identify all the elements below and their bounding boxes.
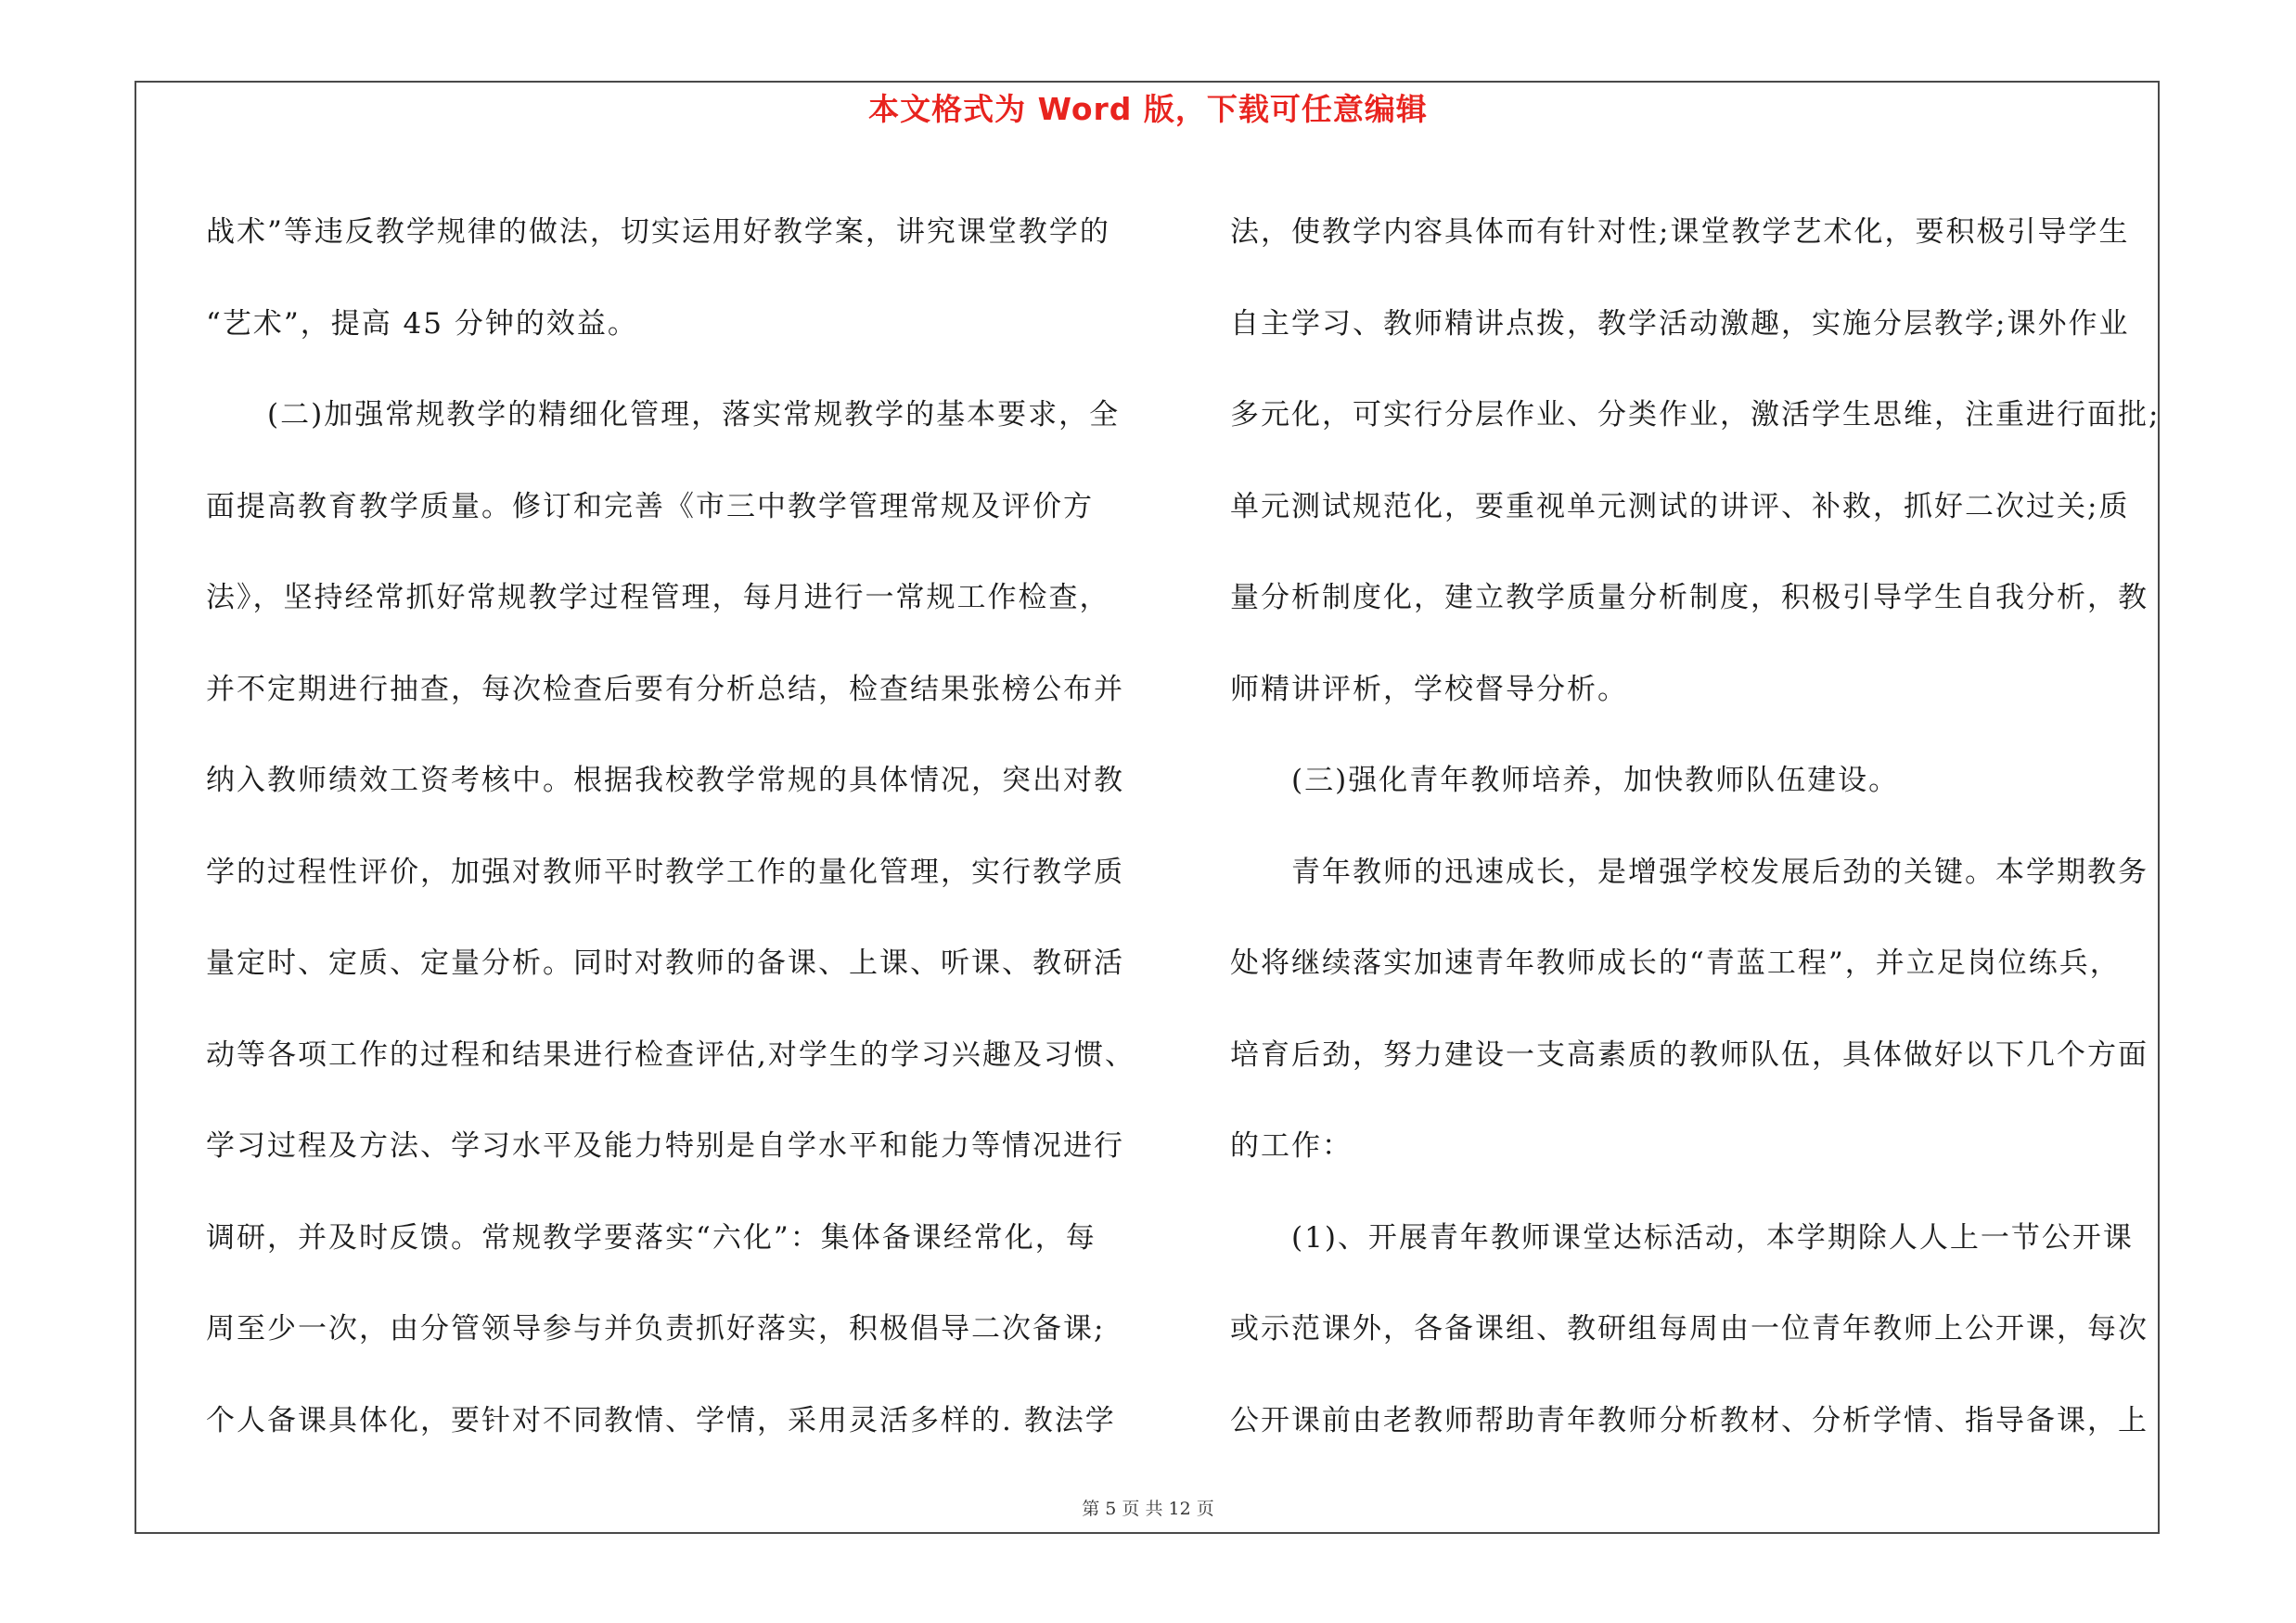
text-line: (二)加强常规教学的精细化管理，落实常规教学的基本要求，全 <box>206 398 1121 432</box>
text-line: “艺术”，提高 45 分钟的效益。 <box>206 306 638 341</box>
text-line: 量定时、定质、定量分析。同时对教师的备课、上课、听课、教研活 <box>206 947 1124 980</box>
text-line: 法》，坚持经常抓好常规教学过程管理，每月进行一常规工作检查， <box>206 581 1110 614</box>
text-line: 法，使教学内容具体而有针对性;课堂教学艺术化，要积极引导学生 <box>1230 215 2130 249</box>
text-line: 周至少一次，由分管领导参与并负责抓好落实，积极倡导二次备课; <box>206 1312 1106 1346</box>
text-line: 战术”等违反教学规律的做法，切实运用好教学案，讲究课堂教学的 <box>206 215 1110 249</box>
text-line: 或示范课外，各备课组、教研组每周由一位青年教师上公开课，每次 <box>1230 1312 2148 1346</box>
text-line: 纳入教师绩效工资考核中。根据我校教学常规的具体情况，突出对教 <box>206 764 1124 797</box>
page-number-footer: 第 5 页 共 12 页 <box>1082 1499 1214 1519</box>
text-line: 动等各项工作的过程和结果进行检查评估,对学生的学习兴趣及习惯、 <box>206 1037 1135 1072</box>
text-line: 调研，并及时反馈。常规教学要落实“六化”：集体备课经常化，每 <box>206 1220 1097 1255</box>
text-line: 师精讲评析，学校督导分析。 <box>1230 672 1628 706</box>
text-line: 处将继续落实加速青年教师成长的“青蓝工程”，并立足岗位练兵， <box>1230 947 2121 980</box>
text-line: 个人备课具体化，要针对不同教情、学情，采用灵活多样的. 教法学 <box>206 1403 1116 1437</box>
text-line: 自主学习、教师精讲点拨，教学活动激趣，实施分层教学;课外作业 <box>1230 306 2130 341</box>
text-line: 单元测试规范化，要重视单元测试的讲评、补救，抓好二次过关;质 <box>1230 489 2130 523</box>
text-line: (三)强化青年教师培养，加快教师队伍建设。 <box>1230 764 1900 797</box>
text-line: 并不定期进行抽查，每次检查后要有分析总结，检查结果张榜公布并 <box>206 672 1124 706</box>
text-line: 青年教师的迅速成长，是增强学校发展后劲的关键。本学期教务 <box>1230 855 2148 889</box>
text-line: 量分析制度化，建立教学质量分析制度，积极引导学生自我分析，教 <box>1230 581 2148 614</box>
text-line: 公开课前由老教师帮助青年教师分析教材、分析学情、指导备课，上 <box>1230 1403 2148 1437</box>
text-line: 学习过程及方法、学习水平及能力特别是自学水平和能力等情况进行 <box>206 1129 1124 1163</box>
left-text-column <box>206 187 1134 1466</box>
right-text-column <box>1230 187 2167 1466</box>
text-line: 面提高教育教学质量。修订和完善《市三中教学管理常规及评价方 <box>206 489 1094 523</box>
text-line: 多元化，可实行分层作业、分类作业，激活学生思维，注重进行面批; <box>1230 398 2161 432</box>
text-line: 学的过程性评价，加强对教师平时教学工作的量化管理，实行教学质 <box>206 855 1124 889</box>
text-line: 的工作： <box>1230 1129 1353 1163</box>
text-line: 培育后劲，努力建设一支高素质的教师队伍，具体做好以下几个方面 <box>1230 1037 2148 1072</box>
editable-notice-banner: 本文格式为 Word 版，下载可任意编辑 <box>868 91 1428 127</box>
text-line: (1)、开展青年教师课堂达标活动，本学期除人人上一节公开课 <box>1230 1220 2134 1255</box>
